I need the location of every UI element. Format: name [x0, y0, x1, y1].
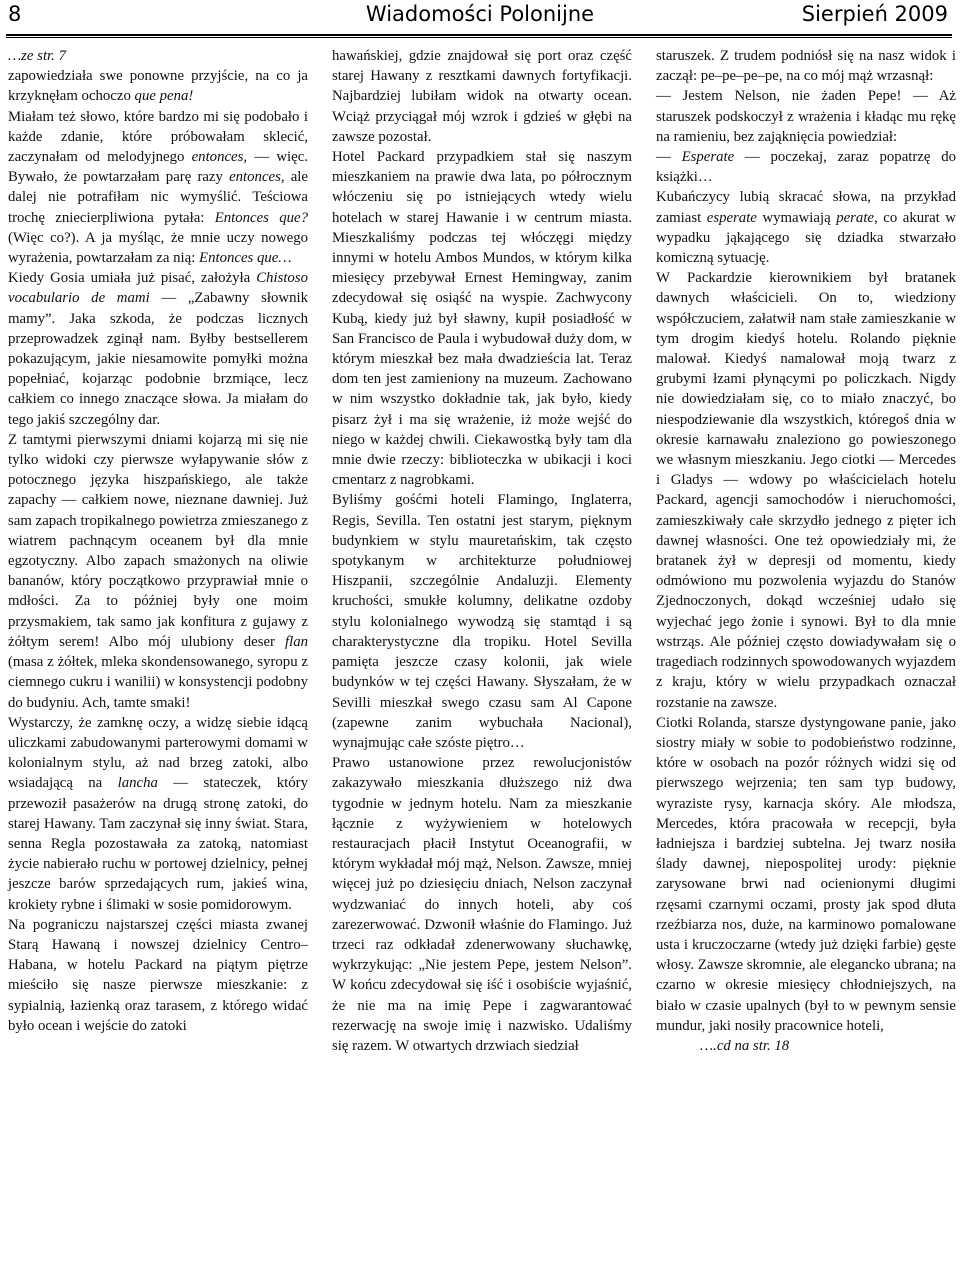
italic-phrase: Esperate	[681, 149, 735, 166]
text-run: Kiedy Gosia umiała już pisać, założyła	[8, 270, 257, 287]
continued-on-note: ….cd na str. 18	[700, 1037, 790, 1054]
text-run: Miałam też słowo, które bardzo mi się podobało i każde zdanie, które próbowałam sklecić, zaczynałam od melodyjnego	[8, 108, 308, 166]
text-run: Wystarczy, że zamknę oczy, a widzę siebie idącą uliczkami zabudowanymi parterowymi domami w kolonialnym stylu, aż nad brzeg zatoki, albo wsiadającą na	[8, 714, 308, 792]
paragraph: Ciotki Rolanda, starsze dystyngowane panie, jako siostry miały w sobie to podobieństwo rodzinne, które w osobach na pozór różnych widzi się od pierwszego wejrzenia; ten sam typ budowy, wyraziste rysy, karnacja skóry. Ale młodsza, Mercedes, która pracowała w recepcji, była ładniejsza i bardziej subtelna. Jej twarz nosiła ślady dawnej, niepospolitej urody: pięknie zarysowane brwi nad ocienionymi długimi rzęsami czarnymi oczami, prosty jak spod dłuta rzeźbiarza nos, duże, na karminowo pomalowane usta i kruczoczarne (wtedy już dzięki farbie) gęste włosy. Zawsze skromnie, ale elegancko ubrana; na czarno w okresie miesięcy chłodniejszych, na biało w czasie upalnych (był to w pewnym sensie mundur, jaki nosiły pracownice hoteli,	[656, 714, 956, 1034]
italic-phrase: perate	[836, 209, 875, 226]
text-run: —	[656, 149, 682, 166]
paragraph	[8, 430, 308, 713]
text-run: zapowiedziała swe ponowne przyjście, na co ja krzyknęłam ochoczo	[8, 68, 308, 105]
italic-phrase: esperate	[706, 209, 757, 226]
continued-from-note: …ze str. 7	[8, 48, 66, 64]
paragraph: Na pograniczu najstarszej części miasta zwanej Starą Hawaną i nowszej dzielnicy Centro–Habana, w hotelu Packard na piątym piętrze mieściło się nasze pierwsze mieszkanie: z sypialnią, łazienką oraz tarasem, z którego widać było ocean i wejście do zatoki	[8, 916, 308, 1034]
italic-phrase: flan	[284, 633, 308, 650]
italic-phrase: entonces,	[191, 149, 248, 166]
text-run: Kubańczycy lubią skracać słowa, na przykład zamiast	[656, 189, 956, 226]
page-number: 8	[8, 2, 22, 26]
text-run: (Więc co?). A ja myśląc, że mnie uczy nowego wyrażenia, powtarzałam za nią:	[8, 229, 308, 267]
italic-phrase: Chistoso vocabulario de mami	[8, 270, 308, 307]
text-run: — „Zabawny słownik mamy”. Jaka szkoda, że podczas licznych przeprowadzek zginął nam. Byłby bestsellerem pokazującym, jakie niesamowite pomyłki można popełniać, kojarząc podobnie brzmiące, lecz całkiem co innego znaczące słowa. Ja miałam do tego jakiś szczególny dar.	[8, 290, 308, 428]
publication-title: Wiadomości Polonijne	[365, 2, 595, 26]
paragraph: W Packardzie kierownikiem był bratanek dawnych właścicieli. On to, wiedziony współczuciem, załatwił nam stałe zamieszkanie w tym drogim kiedyś hotelu. Rolando pięknie malował. Kiedyś namalował moją twarz z grubymi łzami płynącymi po policzkach. Nigdy nie dowiedziałam się, co to miało znaczyć, bo niespodziewanie dla wszystkich, któregoś dnia w okresie karnawału znaleziono go powieszonego we własnym mieszkaniu. Jego ciotki — Mercedes i Gladys — wdowy po właścicielach hotelu Packard, agencji samochodów i nieruchomości, zamieszkiwały całe skrzydło jednego z pięter ich dawnej własności. One też opowiedziały mi, że bratanek żył w depresji od momentu, kiedy odmówiono mu pozwolenia wyjazdu do Stanów Zjednoczonych, dokąd wcześniej udało się wyjechać jego żonie i synowi. Był to dla mnie wstrząs. Ale później często dowiadywałam się o tragediach rodzinnych spowodowanych wyjazdem z kraju, który w wielu przypadkach oznaczał rozstanie na zawsze.	[656, 270, 956, 711]
article-column-1	[8, 46, 308, 1036]
paragraph: staruszek. Z trudem podniósł się na nasz widok i zaczął: pe–pe–pe–pe, na co mój mąż wrzasnął:	[656, 48, 956, 85]
paragraph: hawańskiej, gdzie znajdował się port oraz część starej Hawany z resztkami dawnych fortyfikacji. Najbardziej lubiłam widok na otwarty ocean. Wciąż przyciągał mój wzrok i gdzieś w głębi na zawsze pozostał.	[332, 48, 632, 145]
paragraph	[8, 713, 308, 915]
paragraph	[656, 187, 956, 268]
italic-phrase: entonces	[229, 169, 281, 186]
text-run: — stateczek, który przewoził pasażerów na drugą stronę zatoki, do starej Hawany. Tam zaczynał się inny świat. Stara, senna Regla pozostawała za zatoką, natomiast życie nabierało ruchu w portowej dzielnicy, pełnej jeszcze barów sprzedających rum, jakieś wina, krokiety rybne i ślimaki w sosie pomidorowym.	[8, 775, 308, 913]
paragraph: Byliśmy gośćmi hoteli Flamingo, Inglaterra, Regis, Sevilla. Ten ostatni jest starym, pięknym budynkiem w stylu mauretańskim, tak często spotykanym w architekturze południowej Hiszpanii, szczególnie Andaluzji. Elementy kruchości, smukłe kolumny, delikatne ozdoby stylu kolonialnego wywodzą się stamtąd i są charakterystyczne dla tropiku. Hotel Sevilla pamięta jeszcze czasy kolonii, jak wiele budynków w tej części Hawany. Słyszałam, że w Sevilli mieszkał swego czasu sam Al Capone (zapewne zanim wybuchała Nacional), wynajmując całe szóste piętro…	[332, 492, 632, 751]
issue-date: Sierpień 2009	[801, 2, 948, 26]
text-run: — więc. Bywało, że powtarzałam parę razy	[8, 149, 308, 186]
header-rule-thin	[6, 37, 952, 38]
paragraph	[8, 268, 308, 430]
italic-phrase: que pena!	[134, 88, 194, 105]
text-run: (masa z żółtek, mleka skondensowanego, syropu z ciemnego cukru i wanilii) w konsystencji podobny do budyniu. Ach, tamte smaki!	[8, 654, 308, 711]
page-header	[0, 0, 960, 38]
text-run: , co akurat w wypadku jąkającego się dziadka stwarzało komiczną sytuację.	[656, 209, 956, 267]
paragraph	[8, 66, 308, 106]
paragraph: Prawo ustanowione przez rewolucjonistów zakazywało mieszkania dłuższego niż dwa tygodnie w jednym hotelu. Nam za mieszkanie łącznie z wyżywieniem w hotelowych restauracjach płacił Instytut Oceanografii, w którym wykładał mój mąż, Nelson. Zawsze, mniej więcej już po dziesięciu dniach, Nelson zaczynał wydzwaniać do innych hoteli, aby coś zarezerwować. Dzwonił właśnie do Flamingo. Już trzeci raz odkładał zdenerwowany słuchawkę, wykrzykując: „Nie jestem Pepe, jestem Nelson”. W końcu zdecydował się iść i osobiście wyjaśnić, że nie ma na imię Pepe i zagwarantować rezerwację na swoje imię i nazwisko. Udaliśmy się razem. W otwartych drzwiach siedział	[332, 755, 632, 1054]
text-run: wymawiają	[756, 209, 837, 226]
article-column-3	[656, 46, 956, 1056]
paragraph	[8, 107, 308, 269]
italic-phrase: Entonces que?	[214, 209, 308, 226]
header-rule	[6, 34, 952, 36]
paragraph: — Jestem Nelson, nie żaden Pepe! — Aż staruszek podskoczył z wrażenia i kładąc mu rękę na ramieniu, bez zająknięcia powiedział:	[656, 88, 956, 145]
paragraph: Hotel Packard przypadkiem stał się naszym mieszkaniem na prawie dwa lata, po półrocznym włóczeniu się po istniejących wtedy wielu hotelach w starej Hawanie i w centrum miasta. Mieszkaliśmy podczas tej włóczęgi między innymi w hotelu Ambos Mundos, w którym kilka miesięcy przebywał Ernest Hemingway, zanim zdecydował się osiąść na wyspie. Zachwycony Kubą, kiedy już był sławny, kupił posiadłość w San Francisco de Paula i wybudował duży dom, w którym mieszkał bez mała dwadzieścia lat. Teraz dom ten jest zamieniony na muzeum. Zachowano w nim wszystko dokładnie tak, jak było, kiedy pisarz żył i ma się wrażenie, iż może wejść do niego w każdej chwili. Ciekawostką były tam dla mnie dwie rzeczy: biblioteczka w ubikacji i koci cmentarz z nagrobkami.	[332, 149, 632, 489]
text-run: — poczekaj, zaraz popatrzę do książki…	[656, 149, 956, 186]
text-run: , ale dalej nie potrafiłam nic wymyślić. Teściowa trochę zniecierpliwiona pytała:	[8, 169, 308, 226]
paragraph	[656, 147, 956, 187]
article-column-2	[332, 46, 632, 1056]
italic-phrase: lancha	[117, 775, 158, 792]
italic-phrase: Entonces que…	[199, 250, 292, 267]
text-run: Z tamtymi pierwszymi dniami kojarzą mi się nie tylko widoki czy pierwsze wyłapywanie słów z potocznego języka hiszpańskiego, ale także zapachy — całkiem nowe, nieznane dawniej. Już sam zapach tropikalnego powietrza zmieszanego z wiatrem pachnącym oceanem był dla mnie egzotyczny. Albo zapach smażonych na oliwie bananów, który początkowo przyprawiał mnie o mdłości. Za to później były one moim przysmakiem, tak samo jak konfitura z gujawy z żółtym serem! Albo mój ulubiony deser	[8, 431, 308, 650]
